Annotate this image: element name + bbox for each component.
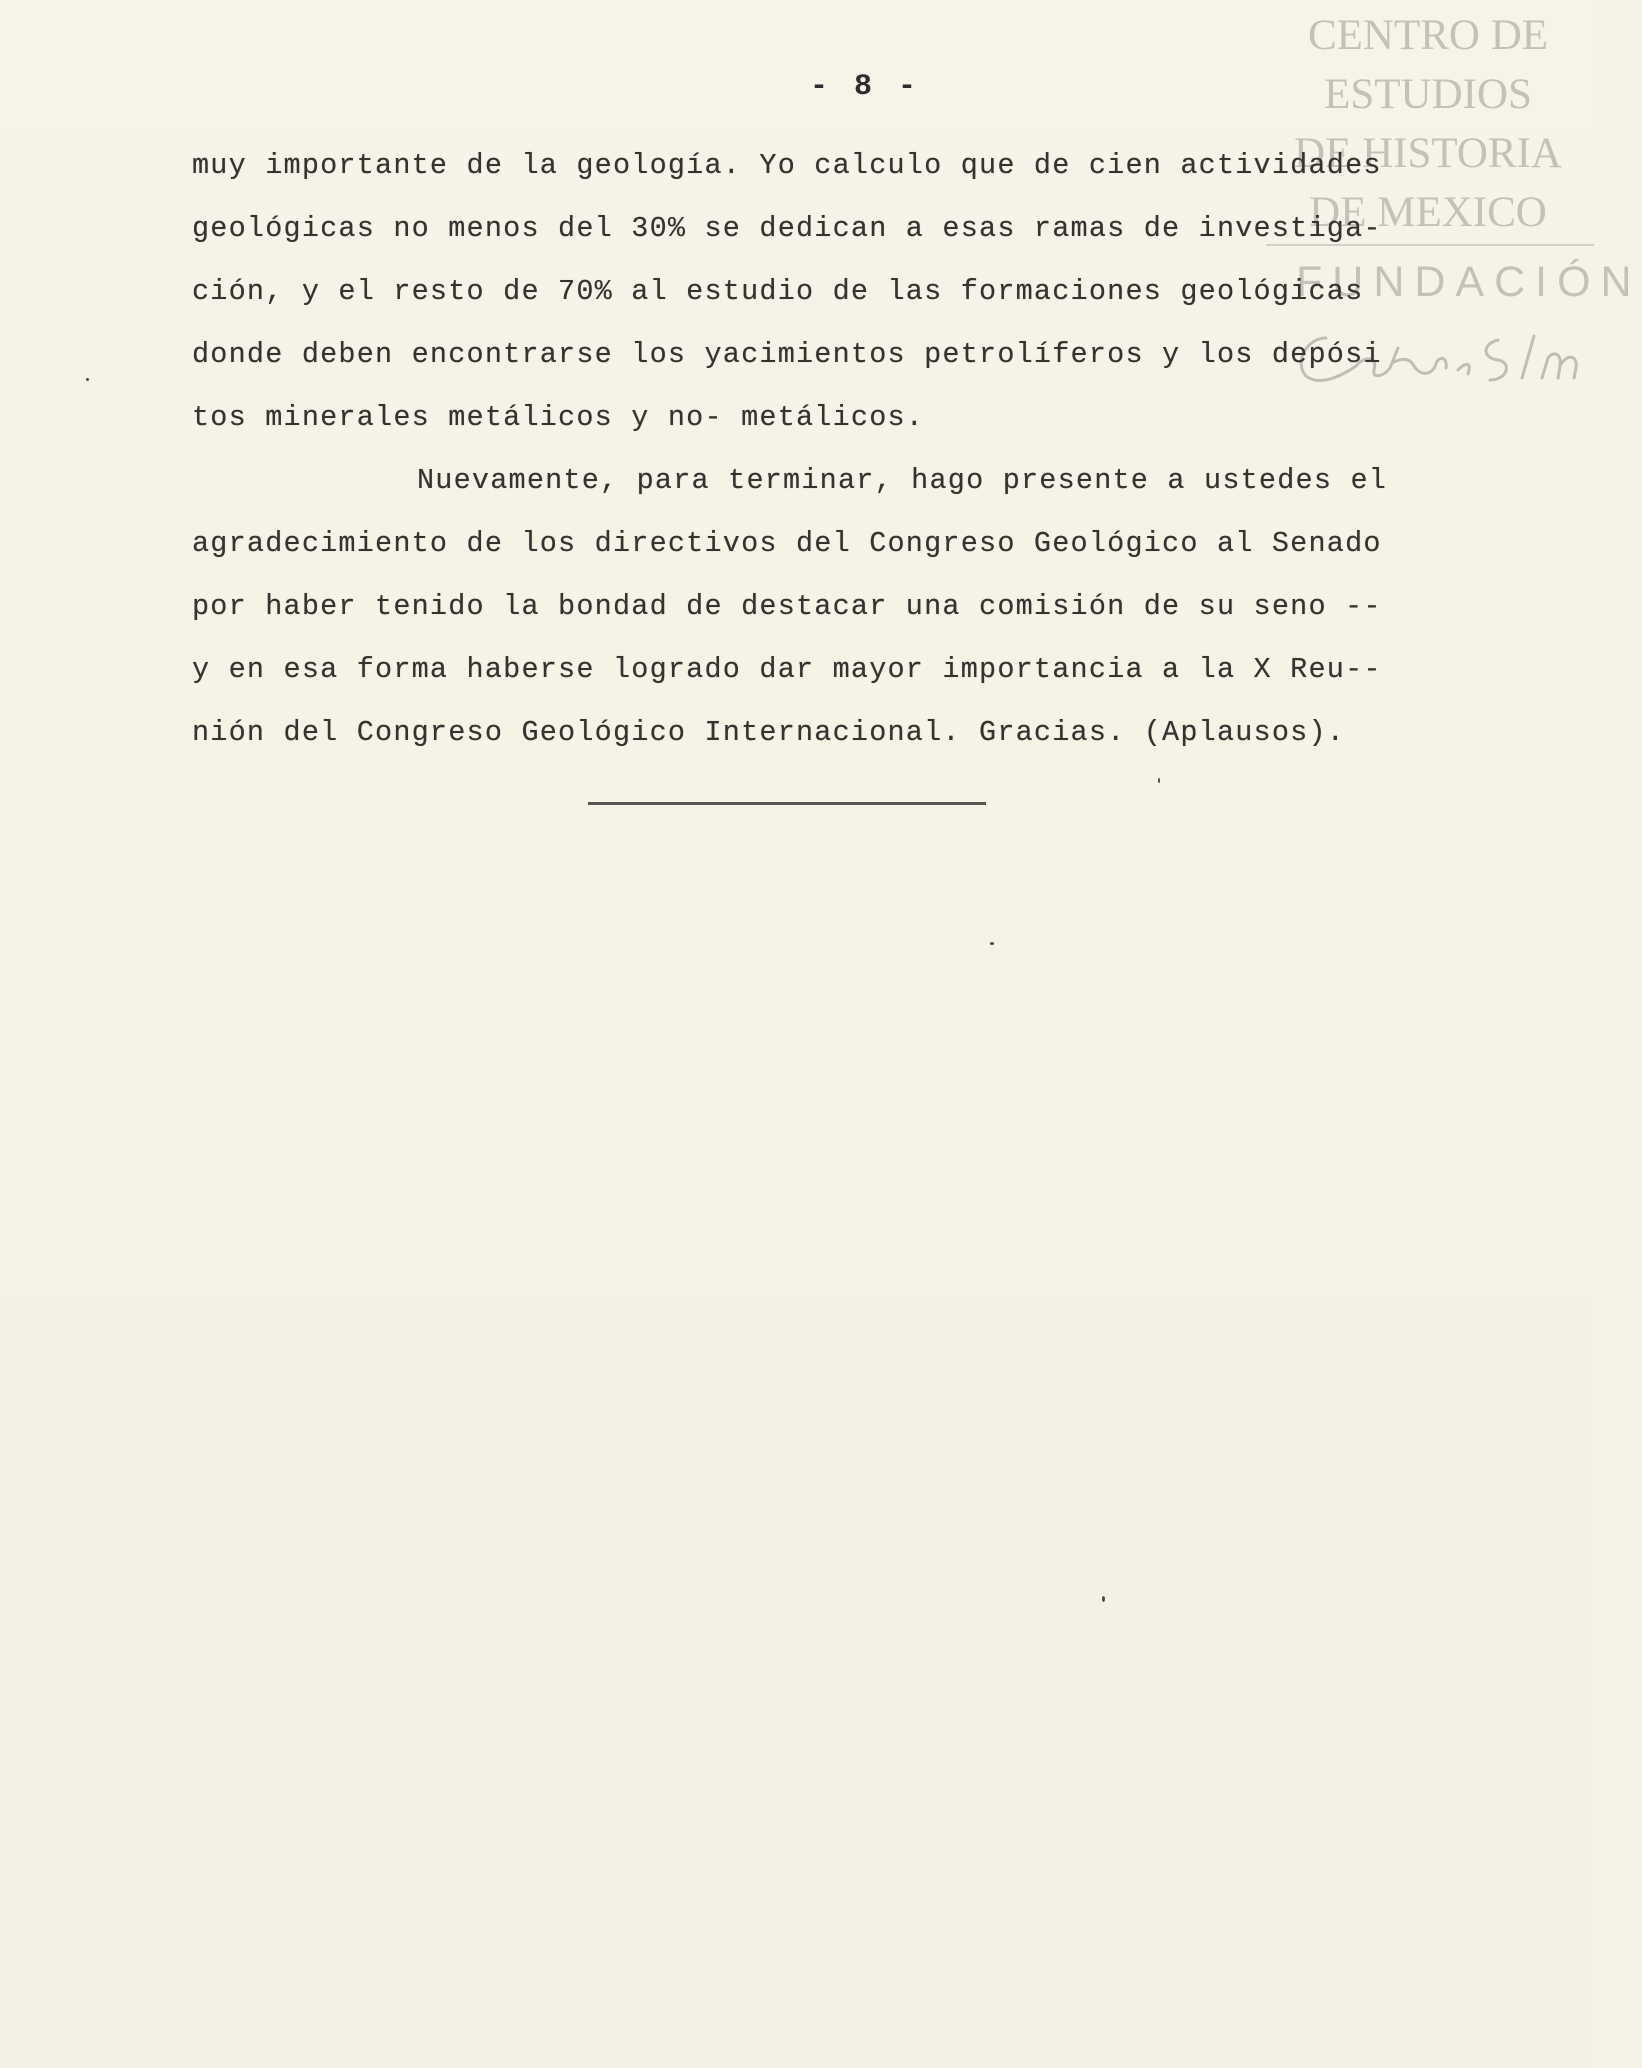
text-line: tos minerales metálicos y no- metálicos. (192, 401, 925, 434)
paper-speck (1102, 1596, 1105, 1602)
watermark-foundation: FUNDACIÓN (1296, 258, 1642, 306)
text-line: Nuevamente, para terminar, hago presente a ustedes el (417, 464, 1388, 497)
paper-speck (990, 942, 994, 945)
text-line: geológicas no menos del 30% se dedican a esas ramas de investiga- (192, 212, 1382, 245)
watermark-line-3: DE HISTORIA (1294, 130, 1562, 177)
body-text (192, 134, 1428, 764)
text-line: ción, y el resto de 70% al estudio de las formaciones geológicas (192, 275, 1364, 308)
text-line: por haber tenido la bondad de destacar una comisión de su seno -- (192, 590, 1382, 623)
paper-speck (1158, 778, 1160, 783)
text-line: muy importante de la geología. Yo calculo que de cien actividades (192, 149, 1382, 182)
text-line: nión del Congreso Geológico Internacional. Gracias. (Aplausos). (192, 716, 1346, 749)
watermark-line-1: CENTRO DE (1307, 12, 1549, 59)
text-line: y en esa forma haberse logrado dar mayor importancia a la X Reu-- (192, 653, 1382, 686)
text-line: donde deben encontrarse los yacimientos petrolíferos y los depósi (192, 338, 1382, 371)
watermark-line-4: DE MEXICO (1309, 189, 1547, 236)
closing-rule (588, 802, 986, 805)
text-line: agradecimiento de los directivos del Congreso Geológico al Senado (192, 527, 1382, 560)
page-number: - 8 - (810, 70, 921, 104)
paper-speck (86, 378, 89, 381)
watermark-line-2: ESTUDIOS (1324, 71, 1532, 118)
